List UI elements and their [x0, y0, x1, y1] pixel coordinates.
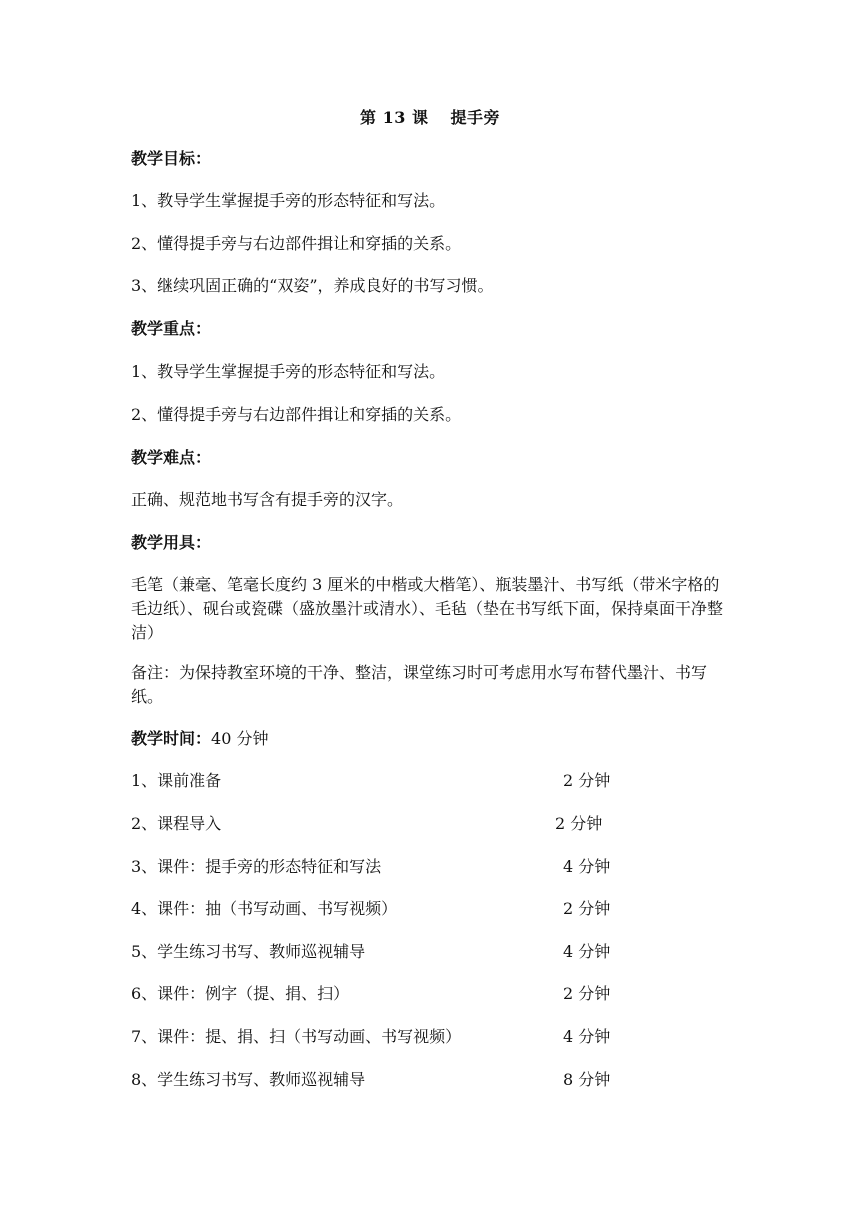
schedule-time: 2 分钟 [563, 984, 611, 1003]
schedule-label: 1、课前准备 [131, 771, 222, 790]
schedule-row [131, 1025, 731, 1049]
time-total: 40 分钟 [211, 729, 269, 748]
schedule-time: 2 分钟 [563, 771, 611, 790]
schedule-time: 8 分钟 [563, 1070, 611, 1089]
schedule-time: 2 分钟 [563, 899, 611, 918]
schedule-label: 7、课件：提、捐、扫（书写动画、书写视频） [131, 1027, 462, 1046]
schedule-label: 5、学生练习书写、教师巡视辅导 [131, 942, 366, 961]
time-heading: 教学时间： [131, 729, 212, 748]
schedule-time: 4 分钟 [563, 1027, 611, 1046]
lesson-number: 第 13 课 [360, 108, 429, 127]
difficulty-text: 正确、规范地书写含有提手旁的汉字。 [131, 490, 404, 509]
schedule-label: 4、课件：抽（书写动画、书写视频） [131, 899, 398, 918]
lesson-title [0, 105, 860, 128]
schedule-row [131, 769, 731, 793]
schedule-label: 8、学生练习书写、教师巡视辅导 [131, 1070, 366, 1089]
schedule-row [131, 982, 731, 1006]
schedule-row [131, 897, 731, 921]
schedule-row [131, 812, 731, 836]
key-item: 1、教导学生掌握提手旁的形态特征和写法。 [131, 362, 446, 381]
goals-heading: 教学目标： [131, 149, 212, 168]
goal-item: 2、懂得提手旁与右边部件揖让和穿插的关系。 [131, 234, 462, 253]
goal-item: 1、教导学生掌握提手旁的形态特征和写法。 [131, 191, 446, 210]
schedule-label: 3、课件：提手旁的形态特征和写法 [131, 857, 382, 876]
key-item: 2、懂得提手旁与右边部件揖让和穿插的关系。 [131, 405, 462, 424]
schedule-row [131, 855, 731, 879]
goal-item: 3、继续巩固正确的“双姿”，养成良好的书写习惯。 [131, 276, 494, 295]
key-heading: 教学重点： [131, 319, 212, 338]
schedule-time: 4 分钟 [563, 942, 611, 961]
tools-text: 毛笔（兼毫、笔毫长度约 3 厘米的中楷或大楷笔）、瓶装墨汁、书写纸（带米字格的毛边纸）、砚台或瓷碟（盛放墨汁或清水）、毛毡（垫在书写纸下面，保持桌面干净整洁） [131, 575, 724, 642]
schedule-row [131, 1068, 731, 1092]
time-line [131, 727, 731, 751]
difficulty-heading: 教学难点： [131, 448, 212, 467]
schedule-time: 2 分钟 [555, 814, 603, 833]
schedule-label: 2、课程导入 [131, 814, 222, 833]
lesson-topic: 提手旁 [450, 108, 500, 127]
schedule-label: 6、课件：例字（提、捐、扫） [131, 984, 350, 1003]
schedule-time: 4 分钟 [563, 857, 611, 876]
note-text: 备注：为保持教室环境的干净、整洁，课堂练习时可考虑用水写布替代墨汁、书写纸。 [131, 663, 708, 706]
tools-heading: 教学用具： [131, 533, 212, 552]
schedule-row [131, 940, 731, 964]
